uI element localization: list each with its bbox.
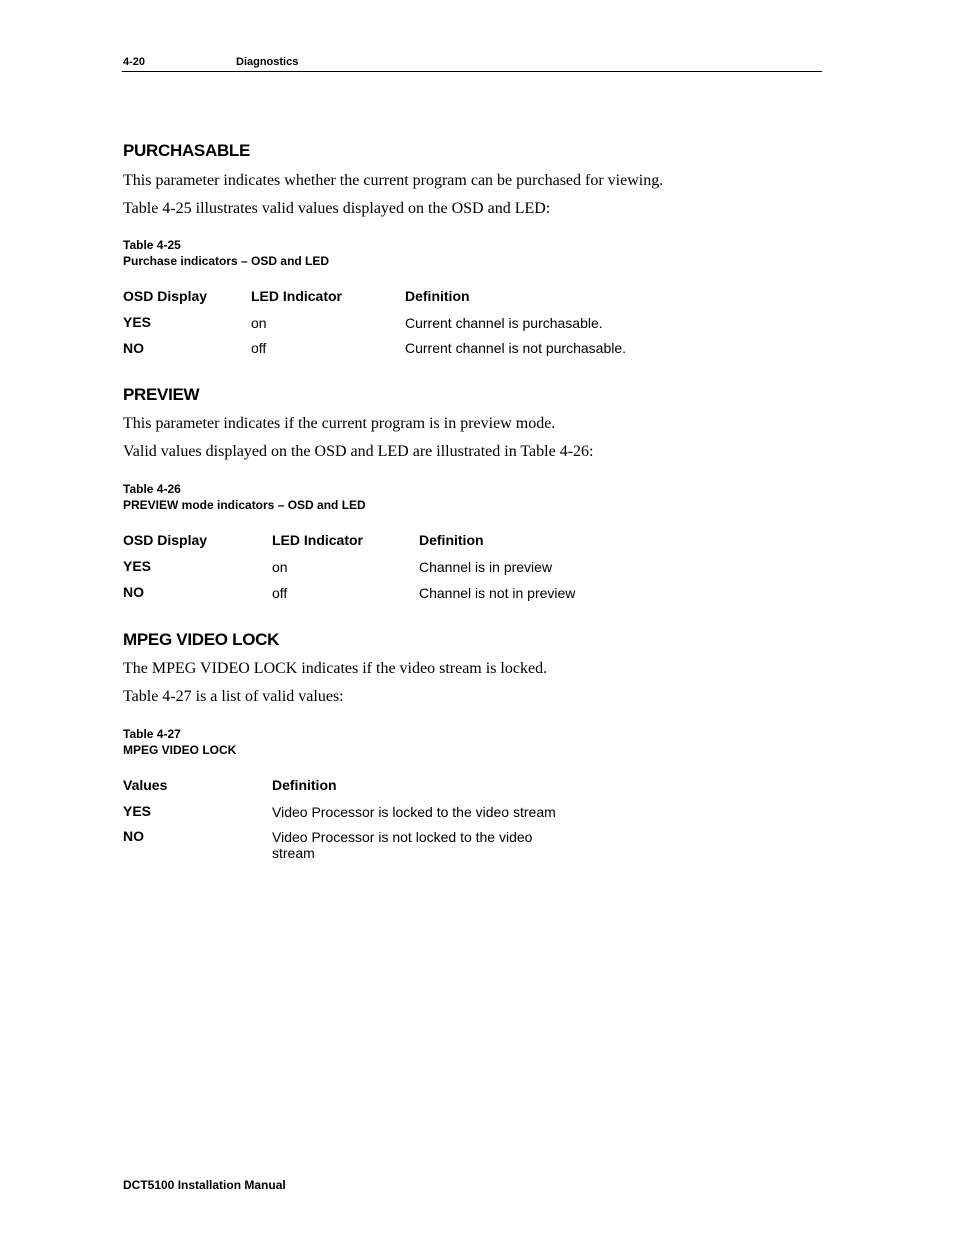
table-cell-key: YES	[123, 803, 152, 819]
table-cell-key: YES	[123, 558, 152, 574]
table-cell: Video Processor is locked to the video stream	[272, 804, 556, 820]
table-header-cell: Definition	[419, 532, 484, 548]
paragraph: Table 4-27 is a list of valid values:	[123, 688, 344, 705]
table-header-cell: LED Indicator	[251, 288, 343, 304]
table-cell: Current channel is purchasable.	[405, 315, 603, 331]
header-rule	[122, 71, 822, 72]
paragraph: This parameter indicates if the current program is in preview mode.	[123, 415, 556, 432]
table-caption	[123, 237, 329, 269]
paragraph: Valid values displayed on the OSD and LED are illustrated in Table 4-26:	[123, 443, 594, 460]
paragraph: This parameter indicates whether the current program can be purchased for viewing.	[123, 172, 664, 189]
table-number: Table 4-26	[123, 482, 181, 496]
paragraph: Table 4-25 illustrates valid values displayed on the OSD and LED:	[123, 200, 551, 217]
table-header-cell: OSD Display	[123, 288, 208, 304]
table-cell: Video Processor is not locked to the video stream	[272, 829, 533, 861]
table-header-cell: Definition	[272, 777, 337, 793]
table-cell-key: NO	[123, 340, 144, 356]
table-cell-key: NO	[123, 584, 144, 600]
table-number: Table 4-27	[123, 727, 181, 741]
table-cell: Channel is in preview	[419, 559, 553, 575]
table-caption	[123, 481, 366, 513]
table-title: PREVIEW mode indicators – OSD and LED	[123, 498, 366, 512]
header-chapter: Diagnostics	[236, 56, 299, 68]
table-cell: off	[272, 585, 288, 601]
footer-manual-title: DCT5100 Installation Manual	[123, 1178, 286, 1192]
section-title-preview: PREVIEW	[123, 385, 200, 404]
table-cell-key: NO	[123, 828, 144, 844]
section-title-mpeg-video-lock: MPEG VIDEO LOCK	[123, 630, 280, 649]
table-cell: on	[272, 559, 288, 575]
table-title: MPEG VIDEO LOCK	[123, 743, 237, 757]
table-cell-key: YES	[123, 314, 152, 330]
section-title-purchasable: PURCHASABLE	[123, 141, 251, 160]
table-header-cell: OSD Display	[123, 532, 208, 548]
table-cell: off	[251, 340, 267, 356]
table-header-cell: LED Indicator	[272, 532, 364, 548]
table-number: Table 4-25	[123, 238, 181, 252]
table-header-cell: Definition	[405, 288, 470, 304]
table-header-cell: Values	[123, 777, 168, 793]
table-cell: on	[251, 315, 267, 331]
header-page-number: 4-20	[123, 56, 146, 68]
table-title: Purchase indicators – OSD and LED	[123, 254, 330, 268]
table-cell: Channel is not in preview	[419, 585, 576, 601]
table-cell: Current channel is not purchasable.	[405, 340, 627, 356]
table-caption	[123, 726, 236, 758]
paragraph: The MPEG VIDEO LOCK indicates if the video stream is locked.	[123, 660, 548, 677]
